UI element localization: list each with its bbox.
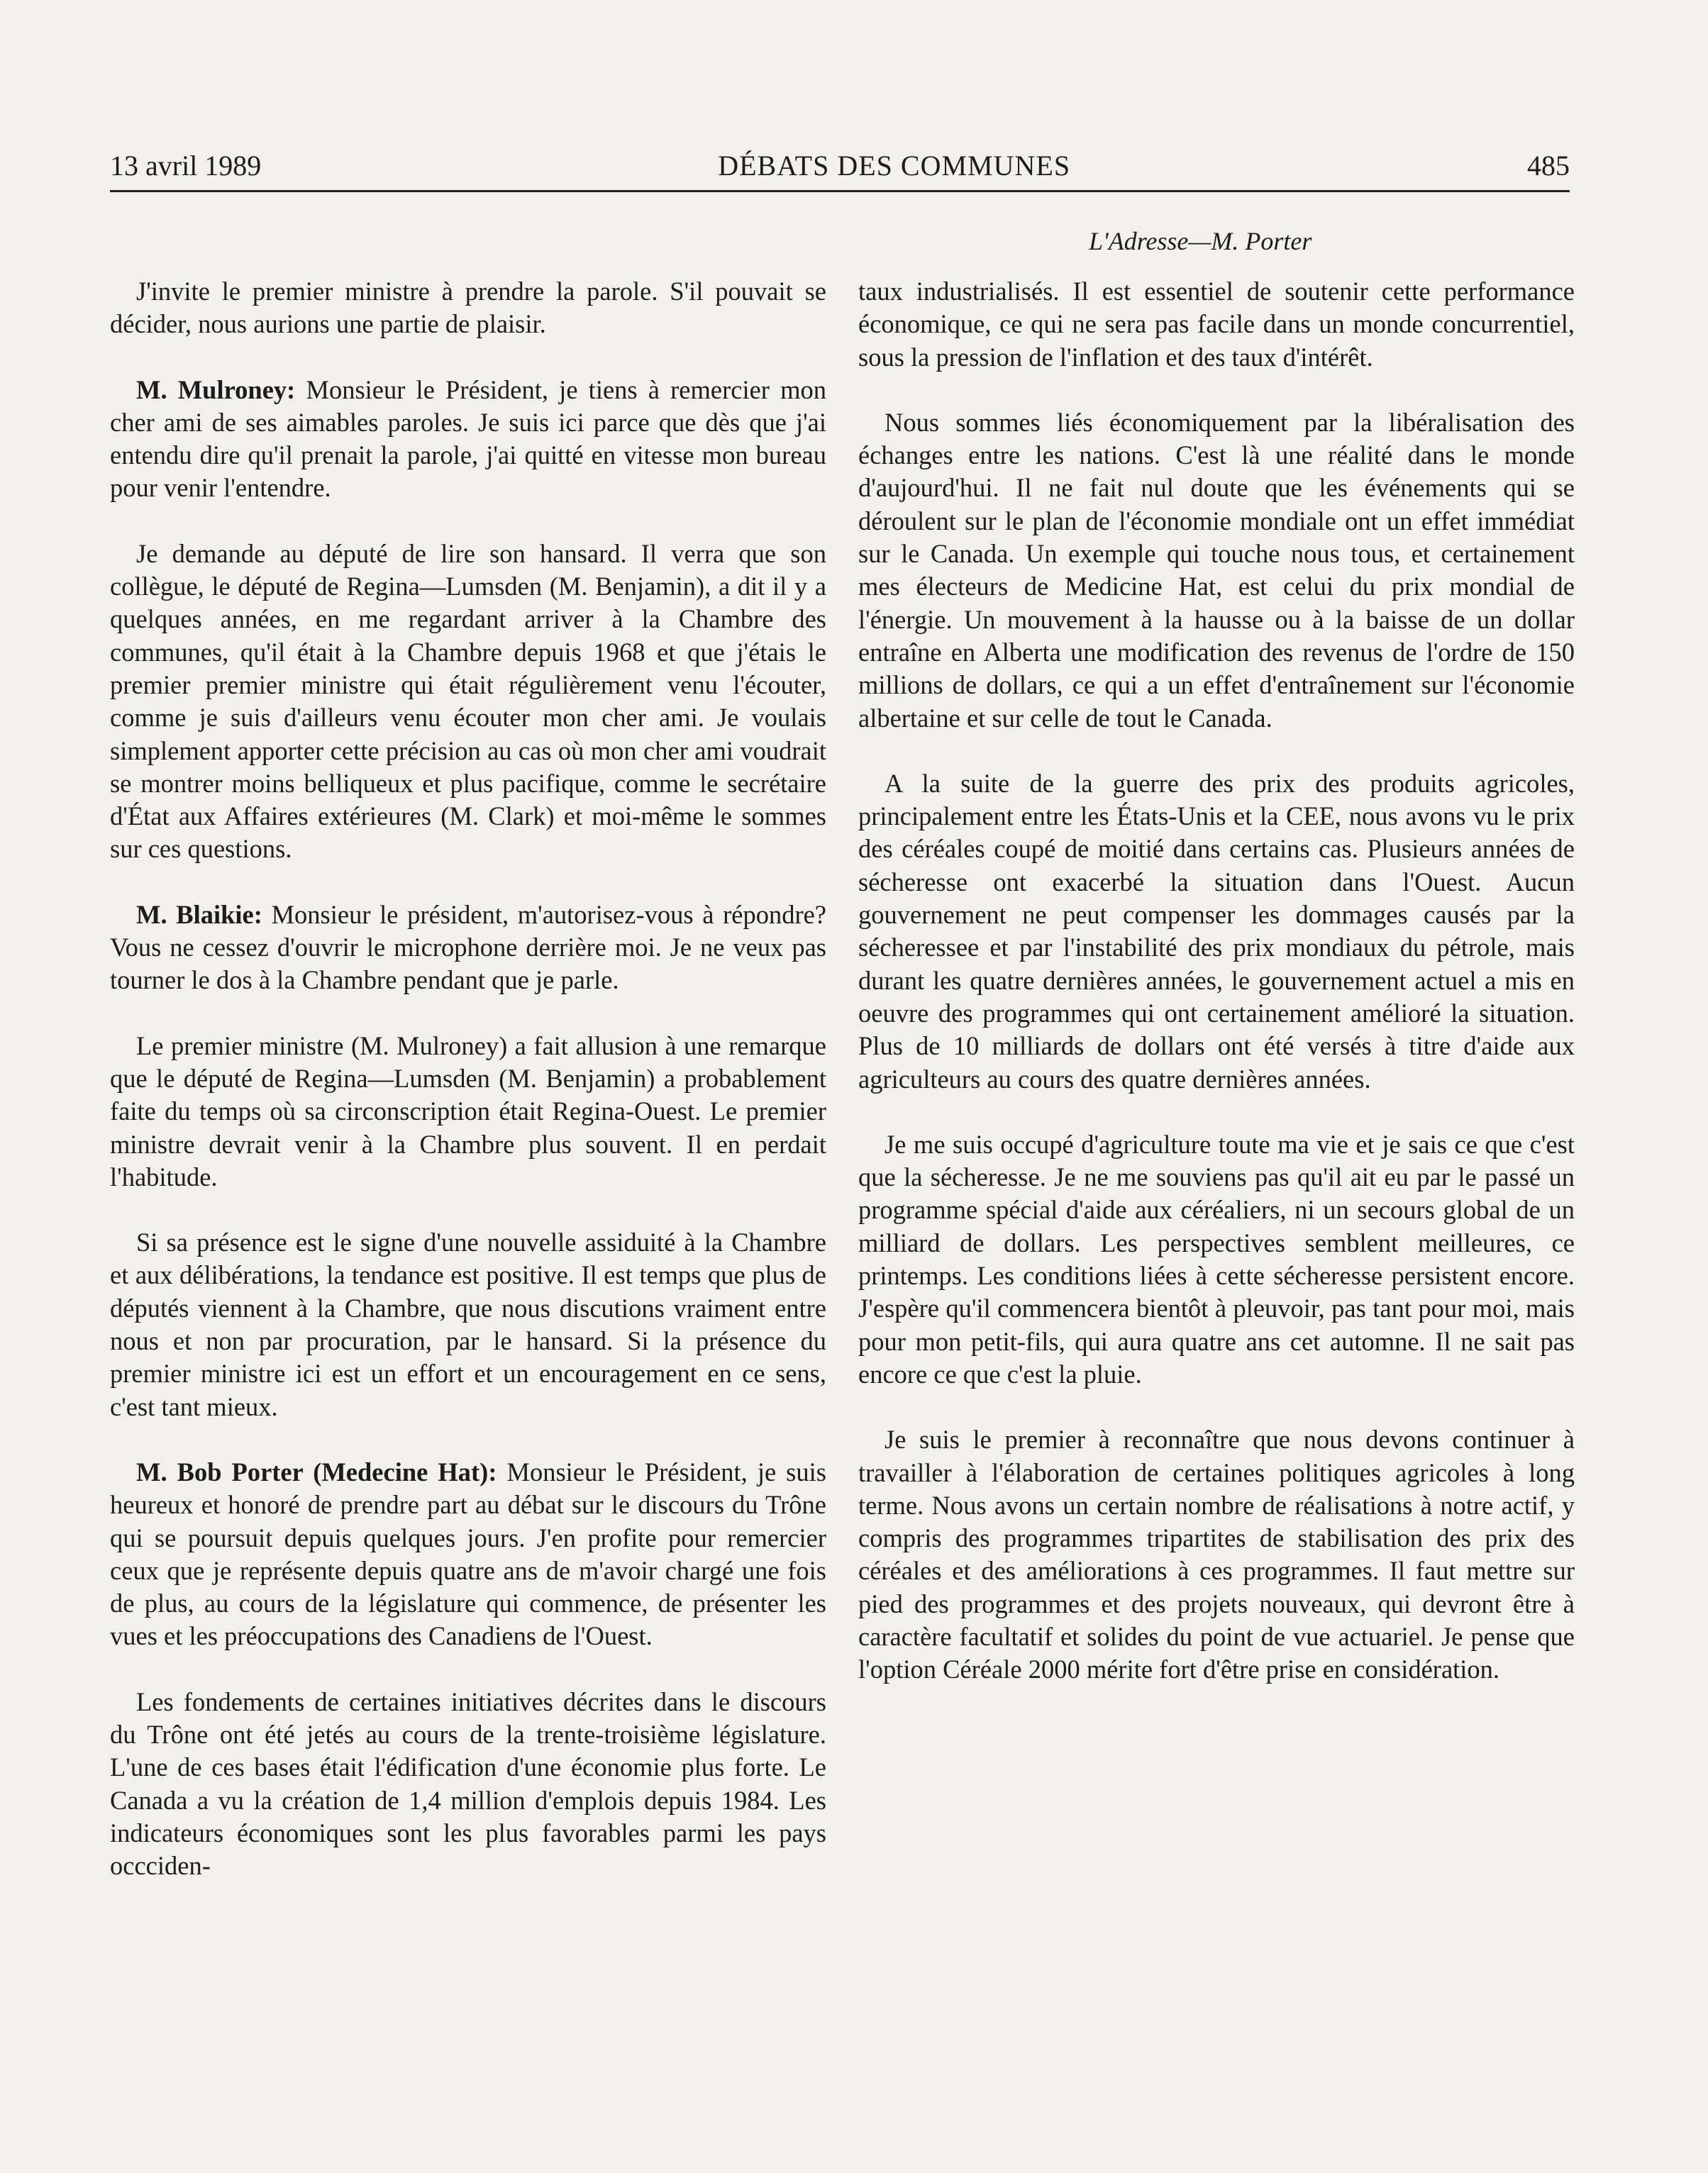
paragraph-text: Je demande au député de lire son hansard. Il verra que son collègue, le député de Regina—Lumsden (M. Benjamin), a dit il y a quelques années, en me regardant arriver à la Chambre des communes, qu'il était à la Chambre depuis 1968 et que j'étais le premier premier ministre qui était régulièrement venu l'écouter, comme je suis d'ailleurs venu écouter mon cher ami. Je voulais simplement apporter cette précision au cas où mon cher ami voudrait se montrer moins belliqueux et plus pacifique, comme le secrétaire d'État aux Affaires extérieures (M. Clark) et moi-même le sommes sur ces questions. [110,538,826,864]
paragraph-text: Monsieur le président, m'autorisez-vous à répondre? Vous ne cessez d'ouvrir le microphone derrière moi. Je ne veux pas tourner le dos à la Chambre pendant que je parle. [110,899,827,995]
paragraph [110,275,826,341]
page-header [110,149,1570,183]
paragraph [110,1686,826,1883]
header-title: DÉBATS DES COMMUNES [718,150,1071,182]
section-running-title: L'Adresse—M. Porter [1089,227,1312,255]
paragraph [110,374,826,505]
paragraph [858,1423,1575,1686]
paragraph-text: Le premier ministre (M. Mulroney) a fait allusion à une remarque que le député de Regina—Lumsden (M. Benjamin) a probablement faite du temps où sa circonscription était Regina-Ouest. Le premier ministre devrait venir à la Chambre plus souvent. Il en perdait l'habitude. [110,1030,826,1191]
paragraph-text: Monsieur le Président, je tiens à remercier mon cher ami de ses aimables paroles. Je suis ici parce que dès que j'ai entendu dire qu'il prenait la parole, j'ai quitté en vitesse mon bureau pour venir l'entendre. [110,374,826,503]
paragraph-text: J'invite le premier ministre à prendre la parole. S'il pouvait se décider, nous aurions une partie de plaisir. [110,277,826,339]
paragraph-text: Nous sommes liés économiquement par la libéralisation des échanges entre les nations. C'est là une réalité dans le monde d'aujourd'hui. Il ne fait nul doute que les événements qui se déroulent sur le plan de l'économie mondiale ont un effet immédiat sur le Canada. Un exemple qui touche nous tous, et certainement mes électeurs de Medicine Hat, est celui du prix mondial de l'énergie. Un mouvement à la hausse ou à la baisse de un dollar entraîne en Alberta une modification des revenus de l'ordre de 150 millions de dollars, ce qui a un effet d'entraînement sur l'économie albertaine et sur celle de tout le Canada. [858,407,1575,733]
speaker-name: M. Mulroney: [136,374,296,404]
paragraph [110,538,826,866]
paragraph [110,1456,826,1653]
left-column [110,275,826,1882]
paragraph [110,1226,826,1423]
paragraph [858,1128,1575,1391]
speaker-name: M. Blaikie: [136,899,262,929]
header-date: 13 avril 1989 [110,150,262,182]
header-page-number: 485 [1526,150,1570,182]
paragraph [858,406,1575,735]
paragraph-text: taux industrialisés. Il est essentiel de soutenir cette performance économique, ce qui ne sera pas facile dans un monde concurrentiel, sous la pression de l'inflation et des taux d'intérêt. [858,277,1575,372]
paragraph [858,767,1575,1096]
speaker-name: M. Bob Porter (Medecine Hat): [136,1457,497,1486]
paragraph-text: Je me suis occupé d'agriculture toute ma vie et je sais ce que c'est que la sécheresse. Je ne me souviens pas qu'il ait eu par le passé un programme spécial d'aide aux céréaliers, ni un secours global de un milliard de dollars. Les perspectives semblent meilleures, ce printemps. Les conditions liées à cette sécheresse persistent encore. J'espère qu'il commencera bientôt à pleuvoir, pas tant pour moi, mais pour mon petit-fils, qui aura quatre ans cet automne. Il ne sait pas encore ce que c'est la pluie. [858,1129,1575,1389]
paragraph-text: Si sa présence est le signe d'une nouvelle assiduité à la Chambre et aux délibérations, la tendance est positive. Il est temps que plus de députés viennent à la Chambre, que nous discutions vraiment entre nous et non par procuration, par le hansard. Si la présence du premier ministre ici est un effort et un encouragement en ce sens, c'est tant mieux. [110,1228,826,1421]
paragraph-text: Les fondements de certaines initiatives décrites dans le discours du Trône ont été jetés au cours de la trente-troisième législature. L'une de ces bases était l'édification d'une économie plus forte. Le Canada a vu la création de 1,4 million d'emplois depuis 1984. Les indicateurs économiques sont les plus favorables parmi les pays occciden- [110,1686,826,1881]
header-rule [110,190,1570,192]
paragraph-text: Je suis le premier à reconnaître que nous devons continuer à travailler à l'élaboration de certaines politiques agricoles à long terme. Nous avons un certain nombre de réalisations à notre actif, y compris des programmes tripartites de stabilisation des prix des céréales et des améliorations à ces programmes. Il faut mettre sur pied des programmes et des projets nouveaux, qui devront être à caractère facultatif et solides du point de vue actuariel. Je pense que l'option Céréale 2000 mérite fort d'être prise en considération. [858,1425,1575,1684]
paragraph [110,899,826,997]
paragraph-text: A la suite de la guerre des prix des produits agricoles, principalement entre les États-Unis et la CEE, nous avons vu le prix des céréales coupé de moitié dans certains cas. Plusieurs années de sécheresse ont exacerbé la situation dans l'Ouest. Aucun gouvernement ne peut compenser les dommages causés par la sécheressee et par l'instabilité des prix mondiaux du pétrole, mais durant les quatre dernières années, le gouvernement actuel a mis en oeuvre des programmes qui ont certainement amélioré la situation. Plus de 10 milliards de dollars ont été versés à titre d'aide aux agriculteurs au cours des quatre dernières années. [858,768,1575,1094]
paragraph [110,1030,826,1194]
paragraph [858,275,1575,374]
right-column [858,275,1575,1686]
paragraph-text: Monsieur le Président, je suis heureux et honoré de prendre part au débat sur le discours du Trône qui se poursuit depuis quelques jours. J'en profite pour remercier ceux que je représente depuis quatre ans de m'avoir chargé une fois de plus, au cours de la législature qui commence, de présenter les vues et les préoccupations des Canadiens de l'Ouest. [110,1457,826,1651]
